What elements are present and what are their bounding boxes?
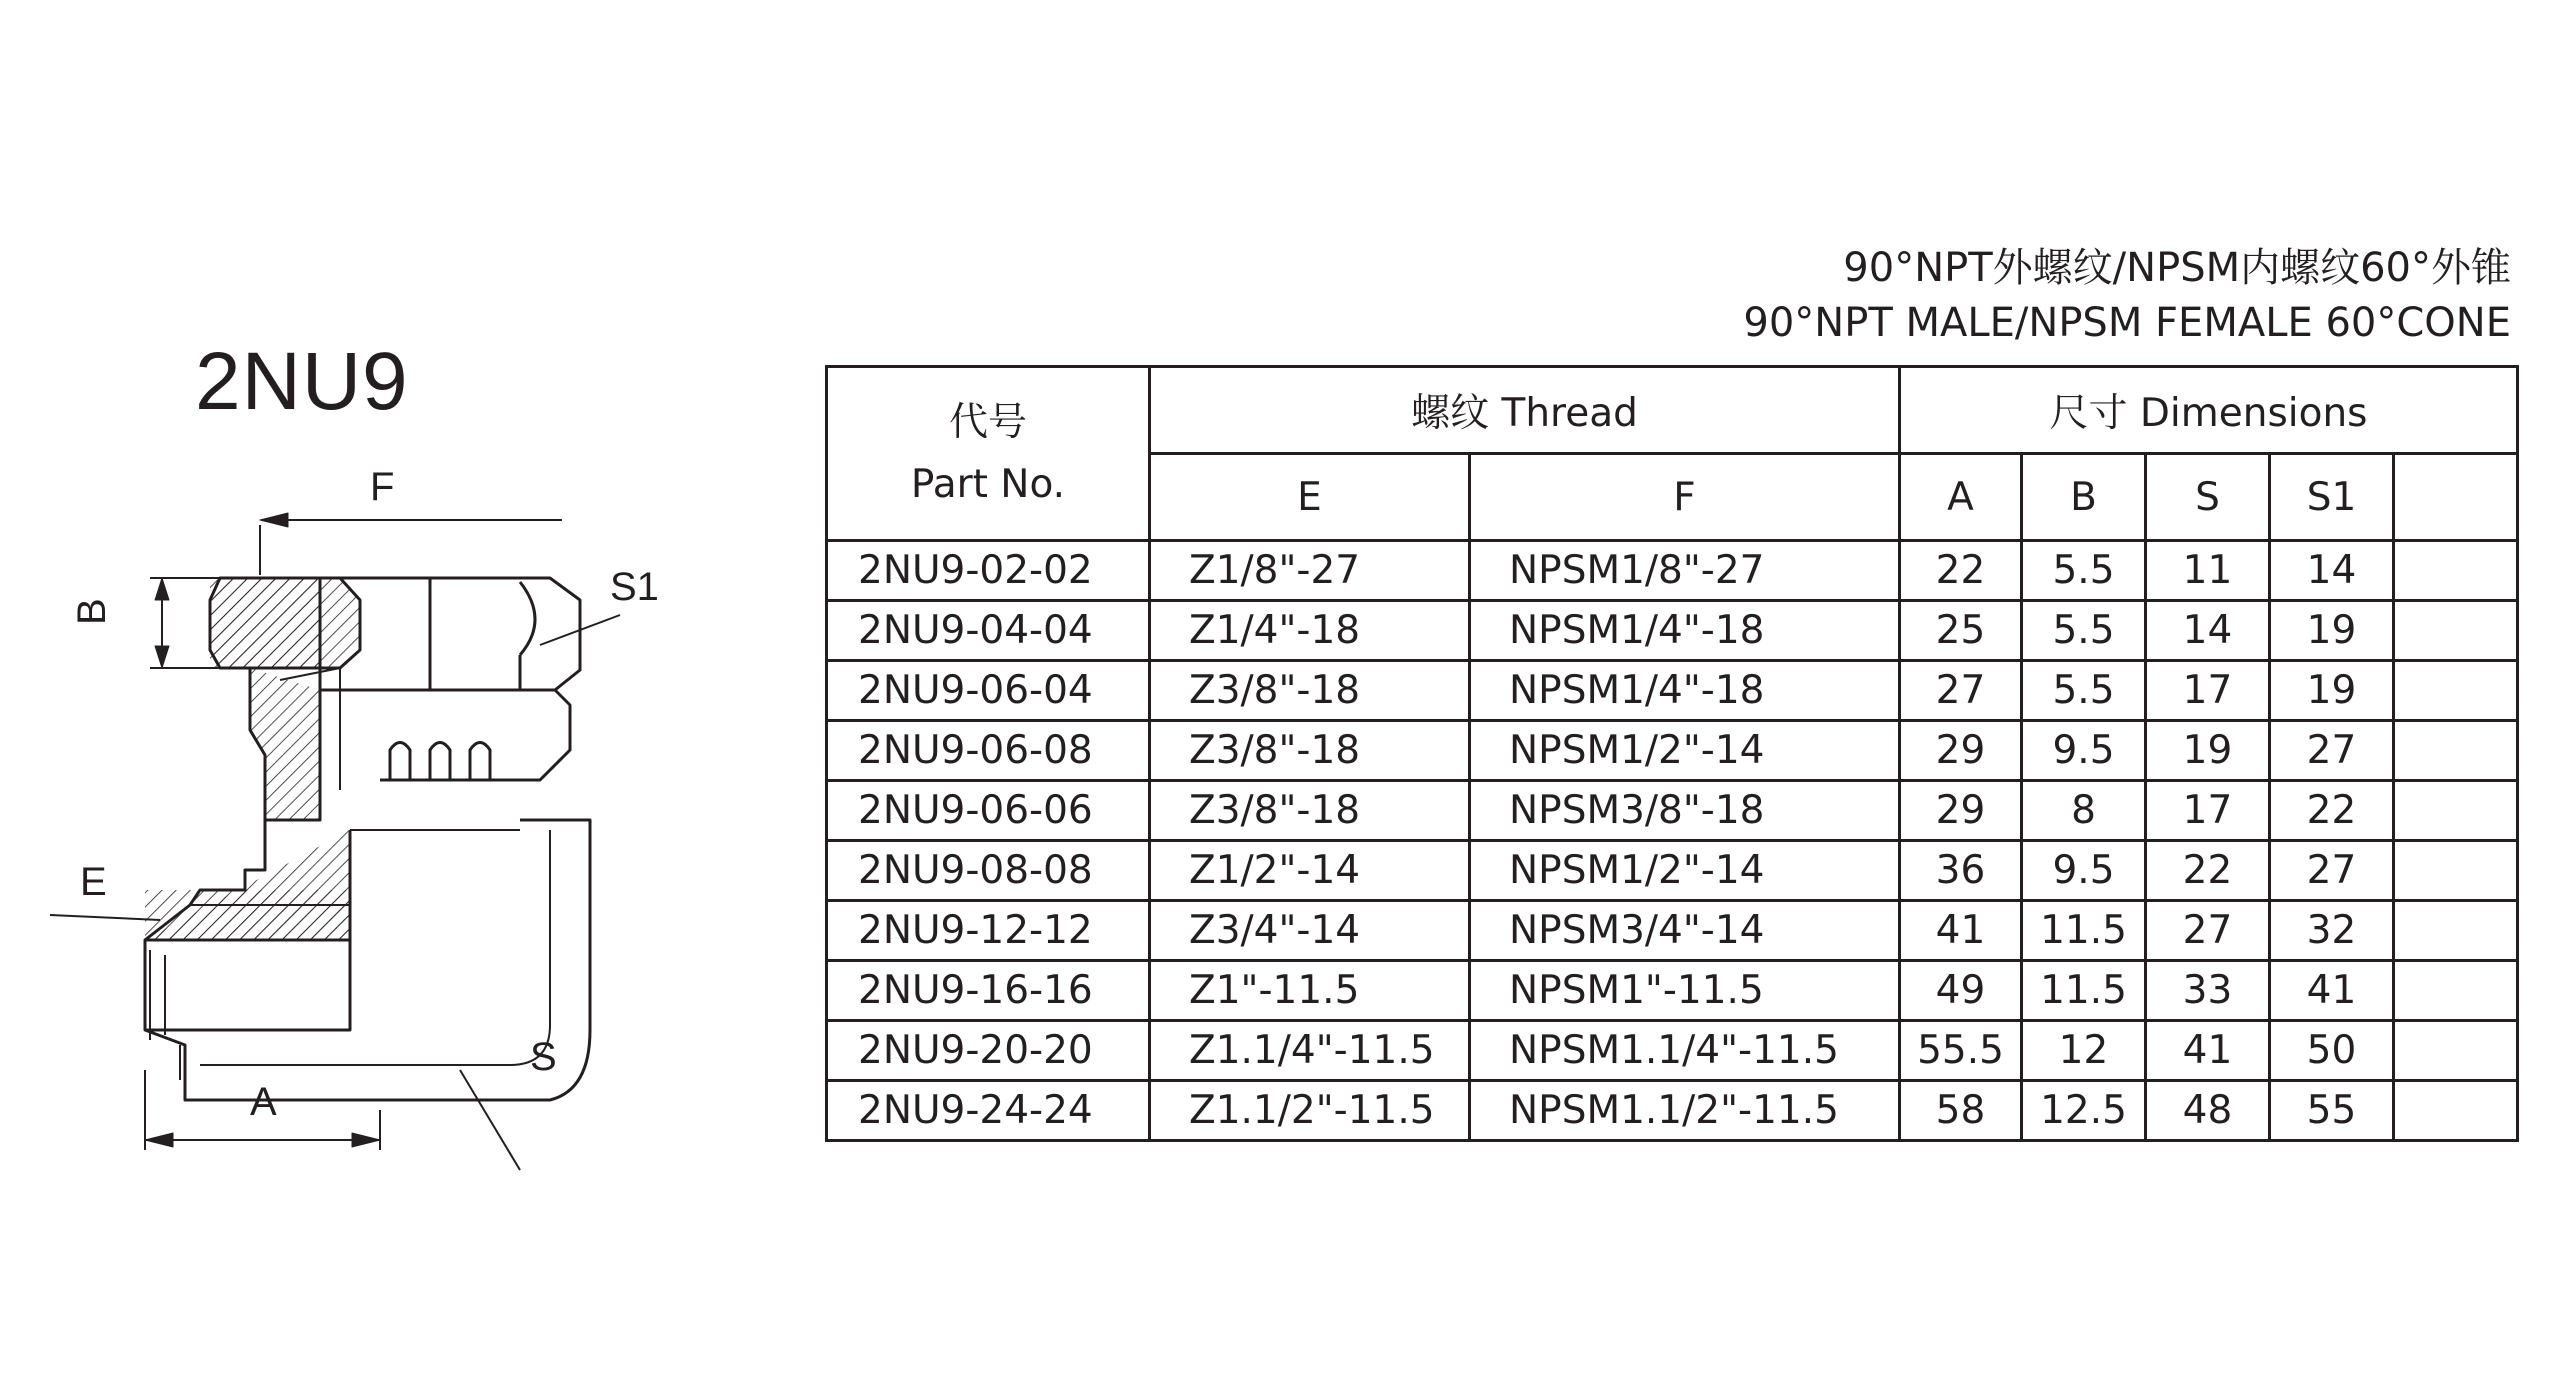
cell-dim-S1: 19 — [2270, 661, 2394, 721]
cell-empty — [2394, 661, 2518, 721]
cell-part-no: 2NU9-12-12 — [827, 901, 1150, 961]
cell-dim-B: 11.5 — [2022, 901, 2146, 961]
cell-dim-A: 58 — [1900, 1081, 2022, 1141]
header-part-no — [827, 367, 1150, 541]
cell-part-no: 2NU9-20-20 — [827, 1021, 1150, 1081]
cell-dim-A: 36 — [1900, 841, 2022, 901]
cell-empty — [2394, 541, 2518, 601]
cell-thread-F: NPSM3/8"-18 — [1470, 781, 1900, 841]
cell-dim-S1: 19 — [2270, 601, 2394, 661]
label-F: F — [370, 465, 395, 509]
table-row — [827, 601, 2518, 661]
table-row — [827, 661, 2518, 721]
header-dimensions-group: 尺寸 Dimensions — [1900, 367, 2518, 454]
cell-dim-A: 25 — [1900, 601, 2022, 661]
cell-dim-S: 41 — [2146, 1021, 2270, 1081]
cell-dim-S: 22 — [2146, 841, 2270, 901]
header-col-E: E — [1150, 454, 1470, 541]
cell-dim-A: 22 — [1900, 541, 2022, 601]
cell-thread-F: NPSM1.1/4"-11.5 — [1470, 1021, 1900, 1081]
cell-dim-S1: 41 — [2270, 961, 2394, 1021]
table-row — [827, 1081, 2518, 1141]
cell-dim-S1: 27 — [2270, 721, 2394, 781]
cell-dim-B: 9.5 — [2022, 841, 2146, 901]
cell-thread-F: NPSM1/4"-18 — [1470, 661, 1900, 721]
cell-dim-B: 5.5 — [2022, 601, 2146, 661]
cell-thread-F: NPSM1/8"-27 — [1470, 541, 1900, 601]
cell-dim-A: 49 — [1900, 961, 2022, 1021]
cell-dim-S: 27 — [2146, 901, 2270, 961]
cell-dim-S: 11 — [2146, 541, 2270, 601]
cell-dim-B: 5.5 — [2022, 541, 2146, 601]
cell-part-no: 2NU9-06-04 — [827, 661, 1150, 721]
cell-dim-S: 48 — [2146, 1081, 2270, 1141]
table-row — [827, 541, 2518, 601]
cell-part-no: 2NU9-16-16 — [827, 961, 1150, 1021]
cell-thread-E: Z1.1/4"-11.5 — [1150, 1021, 1470, 1081]
cell-part-no: 2NU9-08-08 — [827, 841, 1150, 901]
table-row — [827, 1021, 2518, 1081]
table-row — [827, 961, 2518, 1021]
header-part-no-en: Part No. — [910, 461, 1066, 507]
cell-dim-S1: 50 — [2270, 1021, 2394, 1081]
cell-thread-E: Z3/8"-18 — [1150, 721, 1470, 781]
cell-thread-F: NPSM1/2"-14 — [1470, 721, 1900, 781]
cell-dim-A: 29 — [1900, 781, 2022, 841]
label-B: B — [70, 598, 114, 625]
header-col-S: S — [2146, 454, 2270, 541]
cell-dim-S1: 32 — [2270, 901, 2394, 961]
cell-empty — [2394, 841, 2518, 901]
cell-empty — [2394, 781, 2518, 841]
elbow-fitting-drawing — [50, 450, 659, 1170]
cell-thread-E: Z1.1/2"-11.5 — [1150, 1081, 1470, 1141]
header-col-A: A — [1900, 454, 2022, 541]
cell-dim-B: 9.5 — [2022, 721, 2146, 781]
label-E: E — [80, 860, 107, 904]
cell-dim-B: 12 — [2022, 1021, 2146, 1081]
header-col-B: B — [2022, 454, 2146, 541]
cell-empty — [2394, 1021, 2518, 1081]
cell-thread-E: Z1"-11.5 — [1150, 961, 1470, 1021]
cell-dim-B: 11.5 — [2022, 961, 2146, 1021]
cell-dim-S: 17 — [2146, 781, 2270, 841]
cell-thread-F: NPSM1/2"-14 — [1470, 841, 1900, 901]
table-row — [827, 781, 2518, 841]
cell-dim-A: 27 — [1900, 661, 2022, 721]
cell-thread-F: NPSM3/4"-14 — [1470, 901, 1900, 961]
header-part-no-cn: 代号 — [948, 399, 1027, 445]
cell-dim-B: 12.5 — [2022, 1081, 2146, 1141]
table-row — [827, 841, 2518, 901]
heading-chinese: 90°NPT外螺纹/NPSM内螺纹60°外锥 — [1843, 245, 2511, 291]
header-empty-cell — [2394, 454, 2518, 541]
cell-dim-B: 8 — [2022, 781, 2146, 841]
cell-part-no: 2NU9-06-08 — [827, 721, 1150, 781]
cell-part-no: 2NU9-02-02 — [827, 541, 1150, 601]
part-code-title: 2NU9 — [195, 336, 409, 427]
cell-dim-S1: 55 — [2270, 1081, 2394, 1141]
table-row — [827, 901, 2518, 961]
cell-dim-A: 29 — [1900, 721, 2022, 781]
cell-dim-S1: 22 — [2270, 781, 2394, 841]
cell-thread-E: Z1/8"-27 — [1150, 541, 1470, 601]
header-thread-group: 螺纹 Thread — [1150, 367, 1900, 454]
cell-empty — [2394, 721, 2518, 781]
cell-empty — [2394, 1081, 2518, 1141]
cell-part-no: 2NU9-06-06 — [827, 781, 1150, 841]
cell-dim-S: 19 — [2146, 721, 2270, 781]
label-A: A — [250, 1080, 277, 1124]
header-col-S1: S1 — [2270, 454, 2394, 541]
cell-empty — [2394, 901, 2518, 961]
cell-part-no: 2NU9-24-24 — [827, 1081, 1150, 1141]
cell-dim-S: 17 — [2146, 661, 2270, 721]
cell-thread-E: Z3/8"-18 — [1150, 781, 1470, 841]
cell-dim-B: 5.5 — [2022, 661, 2146, 721]
cell-thread-F: NPSM1"-11.5 — [1470, 961, 1900, 1021]
cell-thread-E: Z1/2"-14 — [1150, 841, 1470, 901]
table-row — [827, 721, 2518, 781]
cell-thread-E: Z3/4"-14 — [1150, 901, 1470, 961]
cell-dim-A: 41 — [1900, 901, 2022, 961]
header-col-F: F — [1470, 454, 1900, 541]
cell-part-no: 2NU9-04-04 — [827, 601, 1150, 661]
cell-dim-S1: 14 — [2270, 541, 2394, 601]
cell-empty — [2394, 601, 2518, 661]
cell-thread-F: NPSM1/4"-18 — [1470, 601, 1900, 661]
heading-english: 90°NPT MALE/NPSM FEMALE 60°CONE — [1743, 300, 2511, 346]
label-S: S — [530, 1035, 557, 1079]
cell-thread-E: Z3/8"-18 — [1150, 661, 1470, 721]
cell-dim-A: 55.5 — [1900, 1021, 2022, 1081]
cell-dim-S1: 27 — [2270, 841, 2394, 901]
cell-dim-S: 14 — [2146, 601, 2270, 661]
cell-thread-E: Z1/4"-18 — [1150, 601, 1470, 661]
label-S1: S1 — [610, 565, 659, 609]
cell-dim-S: 33 — [2146, 961, 2270, 1021]
cell-empty — [2394, 961, 2518, 1021]
dimension-table — [825, 365, 2519, 1142]
cell-thread-F: NPSM1.1/2"-11.5 — [1470, 1081, 1900, 1141]
